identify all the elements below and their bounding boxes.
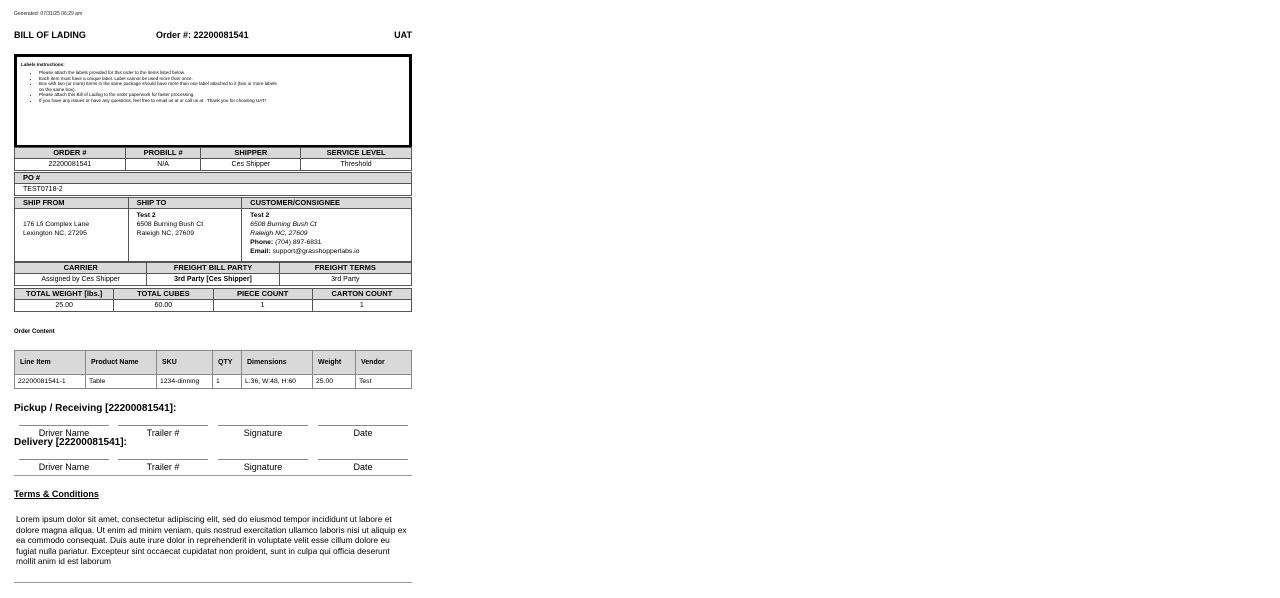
carton-count-cell bbox=[312, 289, 411, 311]
pickup-date-field: Date bbox=[318, 425, 408, 438]
col-line-item: Line Item bbox=[15, 351, 86, 375]
cell-dimensions: L:36, W:48, H:60 bbox=[242, 375, 313, 389]
total-cubes-header: TOTAL CUBES bbox=[114, 289, 212, 300]
col-qty: QTY bbox=[213, 351, 242, 375]
order-content-table bbox=[14, 350, 412, 389]
delivery-date-field: Date bbox=[318, 459, 408, 472]
total-weight-header: TOTAL WEIGHT [lbs.] bbox=[15, 289, 113, 300]
instruction-item: • Each item must have a unique label. Label cannot be used more than once. bbox=[39, 76, 279, 82]
carton-count-value: 1 bbox=[359, 302, 364, 309]
service-level-cell bbox=[300, 148, 411, 170]
section-divider bbox=[14, 475, 412, 476]
instruction-item: • Please attach the labels provided for this order to the items listed below. bbox=[39, 70, 279, 76]
po-value: TEST0718-2 bbox=[23, 186, 63, 193]
customer-line1: 6508 Burning Bush Ct bbox=[250, 221, 317, 228]
terms-body: Lorem ipsum dolor sit amet, consectetur adipiscing elit, sed do eiusmod tempor incididunt ut labore et dolore magna aliqua. Ut enim ad minim veniam, quis nostrud exercitation ullamco laboris nisi ut aliquip ex ea commodo consequat. Duis aute irure dolor in reprehenderit in voluptate velit esse cillum dolore eu fugiat nulla pariatur. Excepteur sint occaecat cupidatat non proident, sunt in culpa qui officia deserunt mollit anim id est laborum bbox=[16, 514, 407, 566]
carrier-table bbox=[14, 262, 412, 286]
order-number: Order #: 22200081541 bbox=[156, 30, 249, 40]
instruction-item: • Box with two (or more) items in the same package should have more than one label attached to it (two or more labels on the same box). bbox=[39, 81, 279, 92]
instruction-item: • Please attach this Bill of Lading to the order paperwork for faster processing. bbox=[39, 92, 279, 98]
customer-name: Test 2 bbox=[250, 212, 270, 219]
table-header-row bbox=[15, 351, 412, 375]
piece-count-value: 1 bbox=[260, 302, 265, 309]
terms-divider bbox=[14, 582, 412, 583]
carrier-value: Assigned by Ces Shipper bbox=[41, 276, 120, 283]
order-info-table bbox=[14, 147, 412, 171]
email-label: Email: bbox=[250, 248, 271, 255]
pickup-signature-field: Signature bbox=[218, 425, 308, 438]
col-weight: Weight bbox=[313, 351, 356, 375]
instructions-title: Labels Instructions: bbox=[21, 62, 65, 67]
document-title: BILL OF LADING bbox=[14, 30, 86, 40]
pickup-title: Pickup / Receiving [22200081541]: bbox=[14, 403, 177, 414]
probill-cell bbox=[125, 148, 201, 170]
order-cell bbox=[15, 148, 125, 170]
ship-from-line1: 176 Lfi Complex Lane bbox=[23, 221, 90, 228]
customer-line2: Raleigh NC, 27609 bbox=[250, 230, 308, 237]
table-row bbox=[15, 375, 412, 389]
col-vendor: Vendor bbox=[356, 351, 412, 375]
ship-to-line1: 6508 Burning Bush Ct bbox=[136, 221, 204, 228]
carrier-header: CARRIER bbox=[15, 263, 146, 274]
cell-vendor: Test bbox=[356, 375, 412, 389]
delivery-signature-field: Signature bbox=[218, 459, 308, 472]
pickup-trailer-field: Trailer # bbox=[118, 425, 208, 438]
pickup-driver-name-field: Driver Name bbox=[19, 425, 109, 438]
total-weight-value: 25.00 bbox=[55, 302, 73, 309]
ship-to-cell bbox=[128, 198, 242, 261]
totals-table bbox=[14, 288, 412, 312]
cell-line-item: 22200081541-1 bbox=[15, 375, 86, 389]
col-sku: SKU bbox=[157, 351, 213, 375]
instructions-list bbox=[25, 70, 279, 103]
cell-qty: 1 bbox=[213, 375, 242, 389]
po-table bbox=[14, 172, 412, 196]
environment-label: UAT bbox=[394, 30, 412, 40]
total-weight-cell bbox=[15, 289, 113, 311]
generated-timestamp: Generated: 07/31/25 06:29 am bbox=[14, 11, 83, 17]
ship-to-header: SHIP TO bbox=[129, 198, 242, 209]
freight-bill-party-cell bbox=[146, 263, 278, 285]
customer-consignee-cell bbox=[241, 198, 411, 261]
ship-from-cell bbox=[15, 198, 128, 261]
probill-value: N/A bbox=[157, 161, 169, 168]
service-level-header: SERVICE LEVEL bbox=[301, 148, 411, 159]
shipping-addresses-table bbox=[14, 197, 412, 262]
total-cubes-cell bbox=[113, 289, 212, 311]
email-value: support@grasshopperlabs.io bbox=[272, 248, 360, 255]
customer-email bbox=[250, 247, 411, 256]
col-dimensions: Dimensions bbox=[242, 351, 313, 375]
freight-bill-party-header: FREIGHT BILL PARTY bbox=[147, 263, 278, 274]
phone-label: Phone: bbox=[250, 239, 274, 246]
cell-sku: 1234-dinning bbox=[157, 375, 213, 389]
ship-from-line2: Lexington NC, 27295 bbox=[23, 230, 87, 237]
shipper-value: Ces Shipper bbox=[231, 161, 271, 168]
customer-header: CUSTOMER/CONSIGNEE bbox=[242, 198, 411, 209]
document-header bbox=[14, 30, 412, 42]
shipper-cell bbox=[200, 148, 300, 170]
phone-value: (704) 897-6831 bbox=[275, 239, 322, 246]
service-level-value: Threshold bbox=[340, 161, 372, 168]
shipper-header: SHIPPER bbox=[201, 148, 300, 159]
terms-title: Terms & Conditions bbox=[14, 489, 99, 499]
freight-terms-header: FREIGHT TERMS bbox=[280, 263, 411, 274]
order-content-title: Order Content bbox=[14, 329, 55, 335]
cell-weight: 25.00 bbox=[313, 375, 356, 389]
delivery-title: Delivery [22200081541]: bbox=[14, 437, 127, 448]
instruction-item: • If you have any issues or have any questions, feel free to email us at or call us at . Thank you for choosing UAT! bbox=[39, 98, 279, 104]
po-header: PO # bbox=[15, 173, 411, 184]
total-cubes-value: 60.00 bbox=[154, 302, 173, 309]
ship-to-line2: Raleigh NC, 27609 bbox=[136, 230, 195, 237]
ship-from-header: SHIP FROM bbox=[15, 198, 128, 209]
ship-to-name: Test 2 bbox=[136, 212, 156, 219]
piece-count-header: PIECE COUNT bbox=[214, 289, 312, 300]
col-product-name: Product Name bbox=[86, 351, 157, 375]
customer-phone bbox=[250, 238, 411, 247]
delivery-trailer-field: Trailer # bbox=[118, 459, 208, 472]
order-header: ORDER # bbox=[15, 148, 125, 159]
label-instructions-box bbox=[14, 54, 412, 148]
cell-product-name: Table bbox=[86, 375, 157, 389]
delivery-driver-name-field: Driver Name bbox=[19, 459, 109, 472]
piece-count-cell bbox=[213, 289, 312, 311]
probill-header: PROBILL # bbox=[126, 148, 201, 159]
order-value: 22200081541 bbox=[48, 161, 92, 168]
carrier-cell bbox=[15, 263, 146, 285]
freight-bill-party-value: 3rd Party [Ces Shipper] bbox=[174, 276, 252, 283]
freight-terms-value: 3rd Party bbox=[331, 276, 360, 283]
carton-count-header: CARTON COUNT bbox=[313, 289, 411, 300]
freight-terms-cell bbox=[279, 263, 411, 285]
